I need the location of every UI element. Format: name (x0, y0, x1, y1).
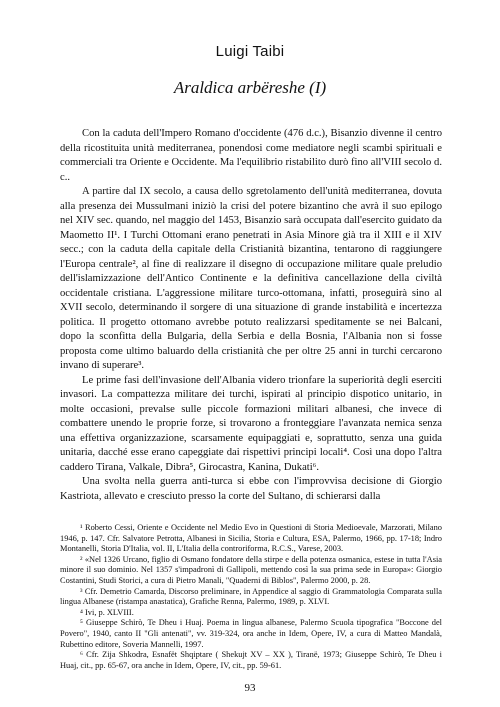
body-paragraph: Le prime fasi dell'invasione dell'Albania videro trionfare la superiorità degli eserciti invasori. La compattezza militare dei turchi, ispirati al principio dispotico unitario, in molte occasioni, prevalse sulle piccole formazioni militari albanesi, che invece di combattere unendo le proprie forze, si trovarono a fronteggiare l'avanzata nemica senza una effettiva organizzazione, scarsamente equipaggiati e, soprattutto, senza una guida unitaria, dacché esse erano capeggiate dai rispettivi principi locali⁴. Così una dopo l'altra caddero Tirana, Valkale, Dibra⁵, Girocastra, Kanina, Dukati⁶. (60, 374, 442, 473)
footnote: ⁶ Cfr. Zija Shkodra, Esnafët Shqiptare ( Shekujt XV – XX ), Tiranë, 1973; Giuseppe Schirò, Te Dheu i Huaj, cit., pp. 65-67, ora anche in Idem, Opere, IV, cit., pp. 59-61. (60, 650, 442, 670)
footnotes (60, 523, 442, 671)
body-paragraph: Una svolta nella guerra anti-turca si ebbe con l'improvvisa decisione di Giorgio Kastriota, allevato e cresciuto presso la corte del Sultano, di schierarsi dalla (60, 476, 442, 502)
running-author: Luigi Taibi (215, 43, 285, 60)
footnote: ⁴ Ivi, p. XLVIII. (80, 607, 134, 617)
article-title: Araldica arbëreshe (I) (173, 78, 327, 97)
footnote: ¹ Roberto Cessi, Oriente e Occidente nel Medio Evo in Questioni di Storia Medioevale, Marzorati, Milano 1946, p. 147. Cfr. Salvatore Petrotta, Albanesi in Sicilia, Storia e Cultura, ESA, Palermo, 1966, pp. 17-18; Indro Montanelli, Storia D'Italia, vol. II, L'Italia della controriforma, R.C.S., Varese, 2003. (60, 523, 442, 554)
footnote: ² «Nel 1326 Urcano, figlio di Osmano fondatore della stirpe e della potenza osmanica, estese in tutta l'Asia minore il suo dominio. Nel 1357 s'impadronì di Gallipoli, mettendo così la sua prima sede in Europa»: Giorgio Costantini, Studi Storici, a cura di Pietro Manali, "Quaderni di Biblos", Palermo 2000, p. 28. (60, 554, 442, 585)
page-number: 93 (244, 682, 256, 694)
footnote: ⁵ Giuseppe Schirò, Te Dheu i Huaj. Poema in lingua albanese, Palermo Scuola tipografica "Boccone del Povero", 1940, canto II "Gli antenati", vv. 319-324, ora anche in Idem, Opere, IV, a cura di Matteo Mandalà, Rubettino editore, Soveria Mannelli, 1997. (60, 618, 442, 649)
body-paragraph: A partire dal IX secolo, a causa dello sgretolamento dell'unità mediterranea, dovuta alla presenza dei Mussulmani iniziò la crisi del potere bizantino che avrà il suo epilogo nel XIV sec. quando, nel maggio del 1453, Bisanzio sarà occupata dall'esercito guidato da Maometto II¹. I Turchi Ottomani erano penetrati in Asia Minore già tra il XIII e il XIV secc.; con la caduta della capitale della Cristianità bizantina, tentarono di raggiungere l'Europa centrale², al fine di realizzare il disegno di occupazione militare quale preludio dell'islamizzazione dell'Antico Continente e la definitiva cancellazione della civiltà occidentale cristiana. L'aggressione militare turco-ottomana, infatti, proseguirà sino al XVII secolo, determinando il sorgere di una situazione di grande instabilità e incertezza politica. Il progetto ottomano avrebbe potuto realizzarsi speditamente se nei Balcani, dopo la sconfitta della Bulgaria, della Serbia e della Bosnia, l'Albania non si fosse proposta come ultimo baluardo della cristianità che per oltre 25 anni in turchi cercarono invano di superare³. (60, 186, 442, 371)
footnote: ³ Cfr. Demetrio Camarda, Discorso preliminare, in Appendice al saggio di Grammatologia Comparata sulla lingua Albanese (ristampa anastatica), Grafiche Renna, Palermo, 1989, p. XLVI. (60, 586, 442, 607)
body-paragraph: Con la caduta dell'Impero Romano d'occidente (476 d.c.), Bisanzio divenne il centro della ricostituita unità mediterranea, ponendosi come mediatore negli scambi spirituali e commerciali tra Oriente e Occidente. Ma l'equilibrio ristabilito durò fino all'VIII secolo d. c.. (60, 128, 442, 183)
body-text (60, 127, 442, 504)
